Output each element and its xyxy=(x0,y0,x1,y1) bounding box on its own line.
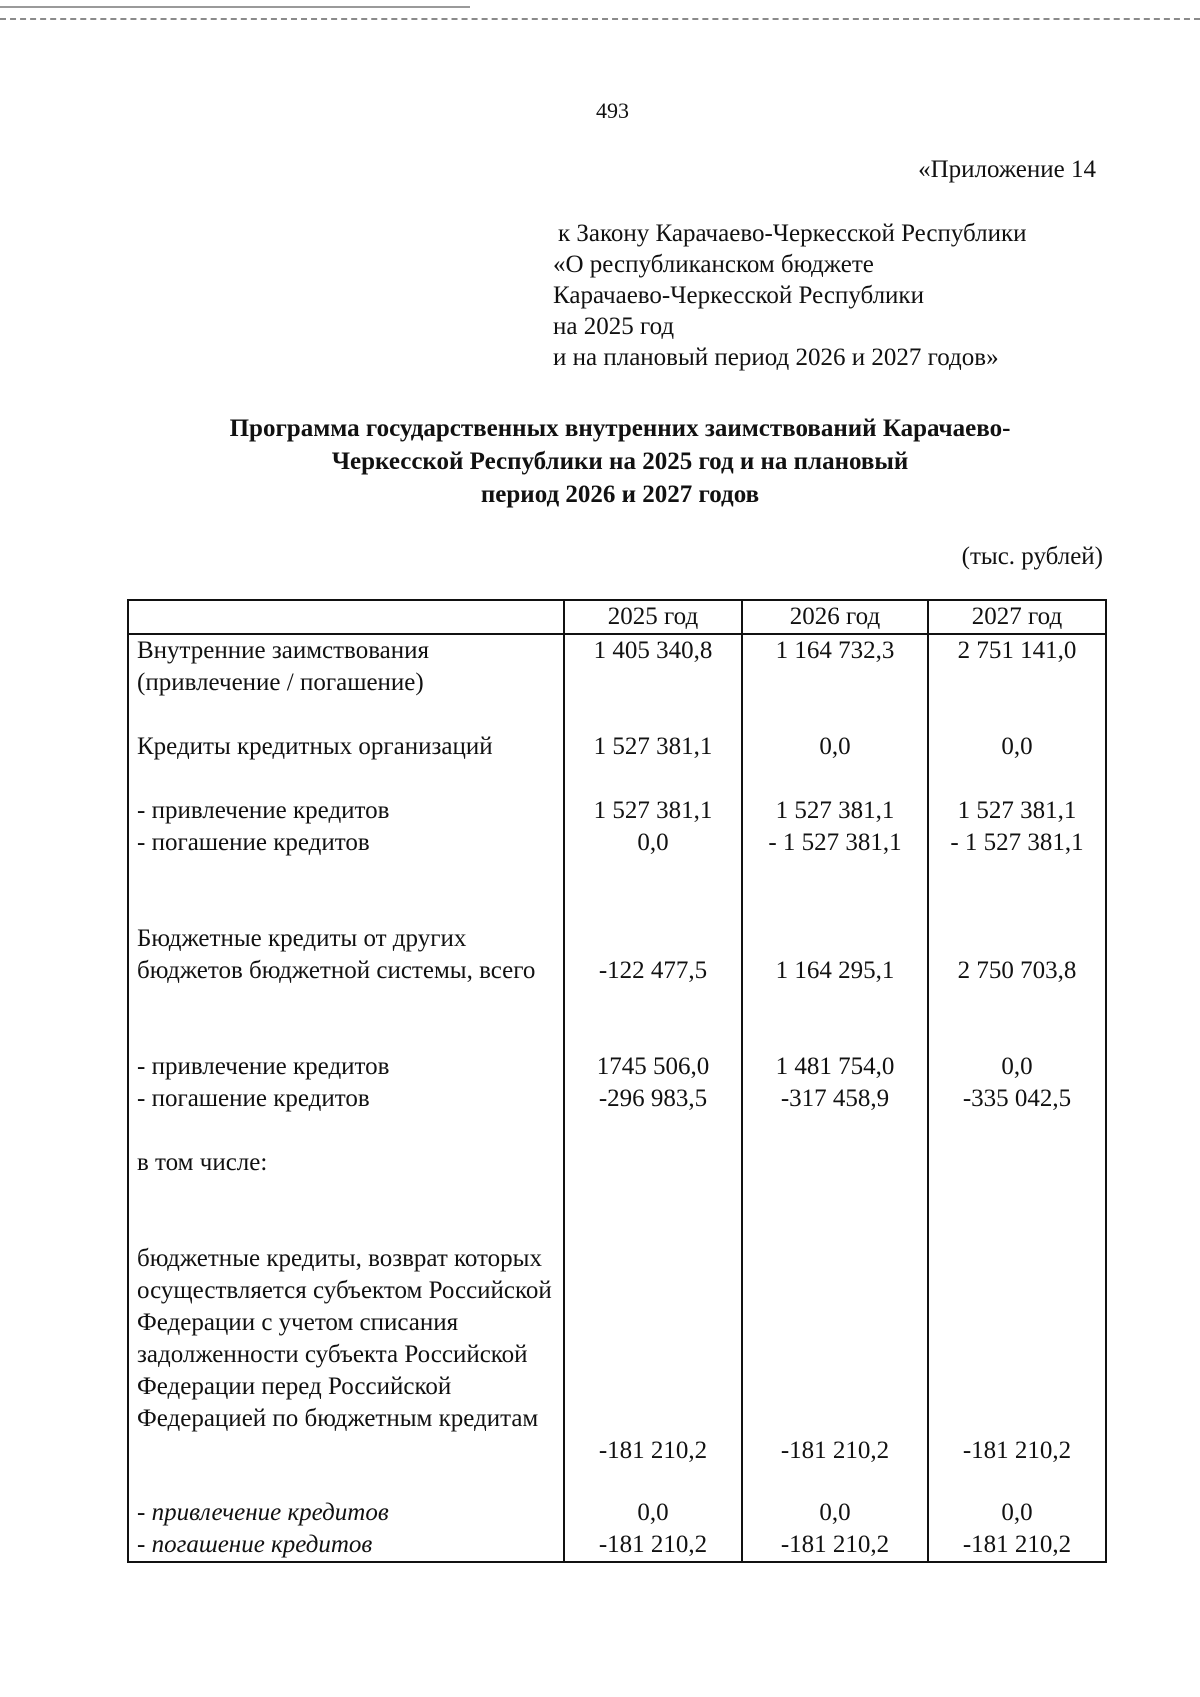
table-row xyxy=(128,1051,1106,1083)
scan-artifact-line xyxy=(0,6,470,8)
title-line: период 2026 и 2027 годов xyxy=(480,481,760,508)
value-2025: -296 983,5 xyxy=(564,1083,742,1147)
law-line: и на плановый период 2026 и 2027 годов» xyxy=(553,344,999,371)
header-cell-2025: 2025 год xyxy=(564,600,742,634)
value-2025: 0,0 xyxy=(564,827,742,923)
row-label: - погашение кредитов xyxy=(128,1529,564,1562)
value-2026: 1 527 381,1 xyxy=(742,795,928,827)
value-2025: 1 405 340,8 xyxy=(564,634,742,731)
value-2025: -181 210,2 xyxy=(564,1243,742,1467)
row-label: Бюджетные кредиты от других бюджетов бюджетной системы, всего xyxy=(128,923,564,1051)
row-label: в том числе: xyxy=(128,1147,564,1243)
table-row xyxy=(128,827,1106,923)
row-label: Внутренние заимствования (привлечение / погашение) xyxy=(128,634,564,731)
law-line: Карачаево-Черкесской Республики xyxy=(553,282,924,309)
table-row xyxy=(128,1529,1106,1562)
value-2026: 1 481 754,0 xyxy=(742,1051,928,1083)
value-2027: -181 210,2 xyxy=(928,1243,1106,1467)
value-2025 xyxy=(564,1147,742,1243)
value-2025: -181 210,2 xyxy=(564,1529,742,1562)
value-2026: -181 210,2 xyxy=(742,1529,928,1562)
page-number: 493 xyxy=(596,98,629,123)
value-2026 xyxy=(742,1147,928,1243)
value-2026: -181 210,2 xyxy=(742,1243,928,1467)
row-label: Кредиты кредитных организаций xyxy=(128,731,564,795)
row-label: - привлечение кредитов xyxy=(128,795,564,827)
row-label: - привлечение кредитов xyxy=(128,1051,564,1083)
title-line: Программа государственных внутренних заимствований Карачаево- xyxy=(229,415,1011,442)
value-2027: - 1 527 381,1 xyxy=(928,827,1106,923)
appendix-law-reference xyxy=(553,218,1027,373)
table-row xyxy=(128,1497,1106,1529)
row-label: - погашение кредитов xyxy=(128,1083,564,1147)
row-label: - погашение кредитов xyxy=(128,827,564,923)
value-2025: 1745 506,0 xyxy=(564,1051,742,1083)
value-2025: 1 527 381,1 xyxy=(564,731,742,795)
document-title xyxy=(130,412,1110,511)
table-spacer-row xyxy=(128,1467,1106,1497)
header-cell-empty xyxy=(128,600,564,634)
value-2027 xyxy=(928,1147,1106,1243)
table-row xyxy=(128,634,1106,731)
value-2026: 1 164 732,3 xyxy=(742,634,928,731)
value-2027: 0,0 xyxy=(928,1497,1106,1529)
value-2027: -335 042,5 xyxy=(928,1083,1106,1147)
units-label: (тыс. рублей) xyxy=(961,543,1103,570)
law-line: «О республиканском бюджете xyxy=(553,251,874,278)
table-row xyxy=(128,923,1106,1051)
value-2025: 0,0 xyxy=(564,1497,742,1529)
spacer-cell xyxy=(128,1467,564,1497)
spacer-cell xyxy=(564,1467,742,1497)
value-2027: 2 751 141,0 xyxy=(928,634,1106,731)
value-2026: 1 164 295,1 xyxy=(742,923,928,1051)
scan-artifact-dashed-line xyxy=(0,18,1200,20)
value-2026: - 1 527 381,1 xyxy=(742,827,928,923)
value-2026: 0,0 xyxy=(742,731,928,795)
table-row xyxy=(128,731,1106,795)
header-cell-2026: 2026 год xyxy=(742,600,928,634)
table-header-row xyxy=(128,600,1106,634)
value-2025: -122 477,5 xyxy=(564,923,742,1051)
header-cell-2027: 2027 год xyxy=(928,600,1106,634)
borrowing-program-table xyxy=(127,599,1107,1563)
value-2027: 0,0 xyxy=(928,1051,1106,1083)
spacer-cell xyxy=(928,1467,1106,1497)
value-2025: 1 527 381,1 xyxy=(564,795,742,827)
row-label: бюджетные кредиты, возврат которых осуществляется субъектом Российской Федерации с учетом списания задолженности субъекта Российской Федерации перед Российской Федерацией по бюджетным кредитам xyxy=(128,1243,564,1467)
value-2027: -181 210,2 xyxy=(928,1529,1106,1562)
value-2027: 0,0 xyxy=(928,731,1106,795)
title-line: Черкесской Республики на 2025 год и на плановый xyxy=(331,448,909,475)
law-line: на 2025 год xyxy=(553,313,675,340)
value-2027: 2 750 703,8 xyxy=(928,923,1106,1051)
spacer-cell xyxy=(742,1467,928,1497)
value-2026: 0,0 xyxy=(742,1497,928,1529)
table-row xyxy=(128,1083,1106,1147)
row-label: - привлечение кредитов xyxy=(128,1497,564,1529)
table-row xyxy=(128,1147,1106,1243)
value-2027: 1 527 381,1 xyxy=(928,795,1106,827)
table-row xyxy=(128,795,1106,827)
law-line: к Закону Карачаево-Черкесской Республики xyxy=(558,220,1027,247)
appendix-title: «Приложение 14 xyxy=(918,156,1096,183)
table-row xyxy=(128,1243,1106,1467)
value-2026: -317 458,9 xyxy=(742,1083,928,1147)
